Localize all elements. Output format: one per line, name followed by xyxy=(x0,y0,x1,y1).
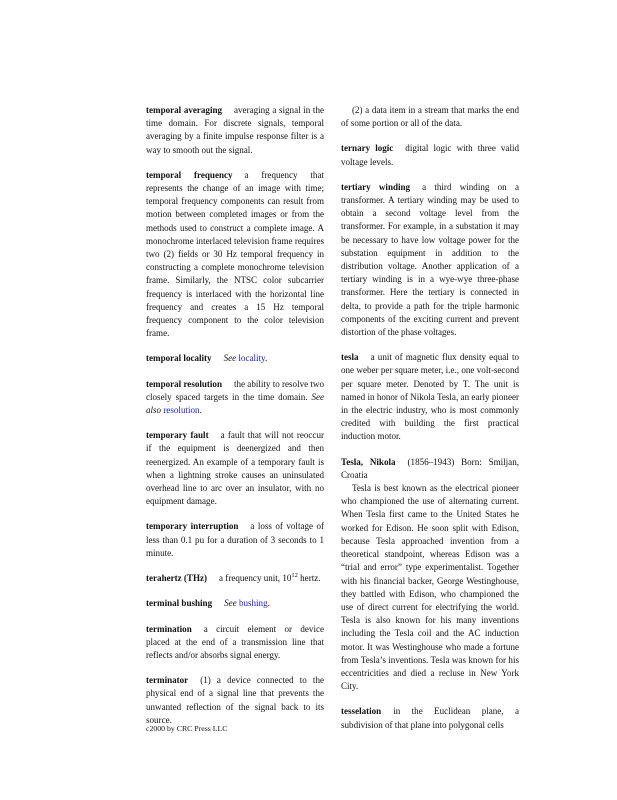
left-column xyxy=(146,104,324,739)
end-punct: . xyxy=(199,405,202,416)
end-punct: . xyxy=(264,353,268,364)
link-bushing[interactable]: bushing xyxy=(238,598,268,609)
term: terahertz (THz) xyxy=(146,573,208,584)
entry-tesla-nikola xyxy=(341,456,519,694)
entry-temporal-frequency xyxy=(146,169,324,341)
entry-termination xyxy=(146,623,324,663)
term: termination xyxy=(146,623,192,634)
definition: a frequency unit, 10 xyxy=(219,573,292,584)
definition: a frequency that represents the change of an image with time; temporal frequency components can result from motion between completed images or from the methods used to construct a complete image. A monochrome interlaced television frame requires two (2) fields or 30 Hz temporal frequency in constructing a complete monochrome television frame. Similarly, the NTSC color subcarrier frequency is interlaced with the horizontal line frequency and creates a 15 Hz temporal frequency component to the color television frame. xyxy=(146,169,324,339)
term: temporary fault xyxy=(146,430,209,441)
definition: in the Euclidean plane, a subdivision of that plane into polygonal cells xyxy=(341,706,519,730)
term: temporal resolution xyxy=(146,378,222,389)
entry-terahertz xyxy=(146,572,324,585)
term: temporary interruption xyxy=(146,521,239,532)
biography-paragraph: Tesla is best known as the electrical pioneer who championed the use of alternating current. When Tesla first came to the United States he worked for Edison. He soon split with Edison, because Tesla approached invention from a theoretical standpoint, whereas Edison was a “trial and error” type experimentalist. Together with his financial backer, George Westinghouse, they battled with Edison, who championed the use of direct current for electrifying the world. Tesla is also known for his many inventions including the Tesla coil and the AC induction motor. It was Westinghouse who made a fortune from Tesla’s inventions. Tesla was known for his eccentricities and died a recluse in New York City. xyxy=(341,483,519,692)
definition: (1) a device connected to the physical end of a signal line that prevents the unwanted reflection of the signal back to its source. xyxy=(146,675,324,725)
entry-tesla xyxy=(341,351,519,443)
definition: a third winding on a transformer. A tertiary winding may be used to obtain a second voltage level from the transformer. For example, in a substation it may be necessary to have low voltage power for the substation equipment in addition to the distribution voltage. Another application of a tertiary winding is in a wye-wye three-phase transformer. Here the tertiary is connected in delta, to provide a path for the triple harmonic components of the exciting current and prevent distortion of the phase voltages. xyxy=(341,181,519,338)
see-label: See xyxy=(223,353,237,364)
entry-terminator xyxy=(146,674,324,727)
definition: a loss of voltage of less than 0.1 pu for a duration of 3 seconds to 1 minute. xyxy=(146,521,324,558)
link-resolution[interactable]: resolution xyxy=(163,405,200,416)
definition: digital logic with three valid voltage levels. xyxy=(341,143,519,167)
definition: a circuit element or device placed at the end of a transmission line that reflects and/or absorbs signal energy. xyxy=(146,623,324,660)
definition: a unit of magnetic flux density equal to one weber per square meter, i.e., one volt-second per square meter. Denoted by T. The unit is named in honor of Nikola Tesla, an early pioneer in the electric industry, who is most commonly credited with building the first practical induction motor. xyxy=(341,352,519,442)
link-locality[interactable]: locality xyxy=(238,353,265,364)
entry-tertiary-winding xyxy=(341,181,519,339)
entry-temporal-locality xyxy=(146,352,324,365)
definition: the ability to resolve two closely spaced targets in the time domain. xyxy=(146,378,324,402)
definition: (1856–1943) Born: Smiljan, Croatia xyxy=(341,456,519,480)
definition: averaging a signal in the time domain. For discrete signals, temporal averaging by a finite impulse response filter is a way to smooth out the signal. xyxy=(146,105,324,155)
term: Tesla, Nikola xyxy=(341,456,396,467)
copyright-footer: c2000 by CRC Press LLC xyxy=(146,724,228,733)
term: temporal locality xyxy=(146,353,212,364)
term: ternary logic xyxy=(341,143,394,154)
see-also-label: See also xyxy=(146,391,325,416)
right-column xyxy=(341,104,519,744)
end-punct: . xyxy=(267,598,270,609)
term: terminal bushing xyxy=(146,598,213,609)
definition-end: hertz. xyxy=(297,573,321,584)
term: terminator xyxy=(146,675,189,686)
entry-temporary-interruption xyxy=(146,520,324,560)
entry-ternary-logic xyxy=(341,142,519,168)
definition: a fault that will not reoccur if the equipment is deenergized and then reenergized. An example of a temporary fault is when a lightning stroke causes an uninsulated overhead line to arc over an insulator, with no equipment damage. xyxy=(146,430,324,507)
term: tesla xyxy=(341,352,359,363)
term: tesselation xyxy=(341,706,382,717)
exponent: 12 xyxy=(291,572,298,580)
term: temporal frequency xyxy=(146,169,233,180)
entry-temporal-averaging xyxy=(146,104,324,157)
term: temporal averaging xyxy=(146,105,223,115)
entry-terminator-continued xyxy=(341,104,519,130)
entry-terminal-bushing xyxy=(146,597,324,610)
entry-temporary-fault xyxy=(146,429,324,508)
see-label: See xyxy=(224,598,237,609)
entry-tesselation xyxy=(341,705,519,731)
definition: (2) a data item in a stream that marks the end of some portion or all of the data. xyxy=(341,105,519,129)
term: tertiary winding xyxy=(341,181,411,192)
entry-temporal-resolution xyxy=(146,378,324,418)
